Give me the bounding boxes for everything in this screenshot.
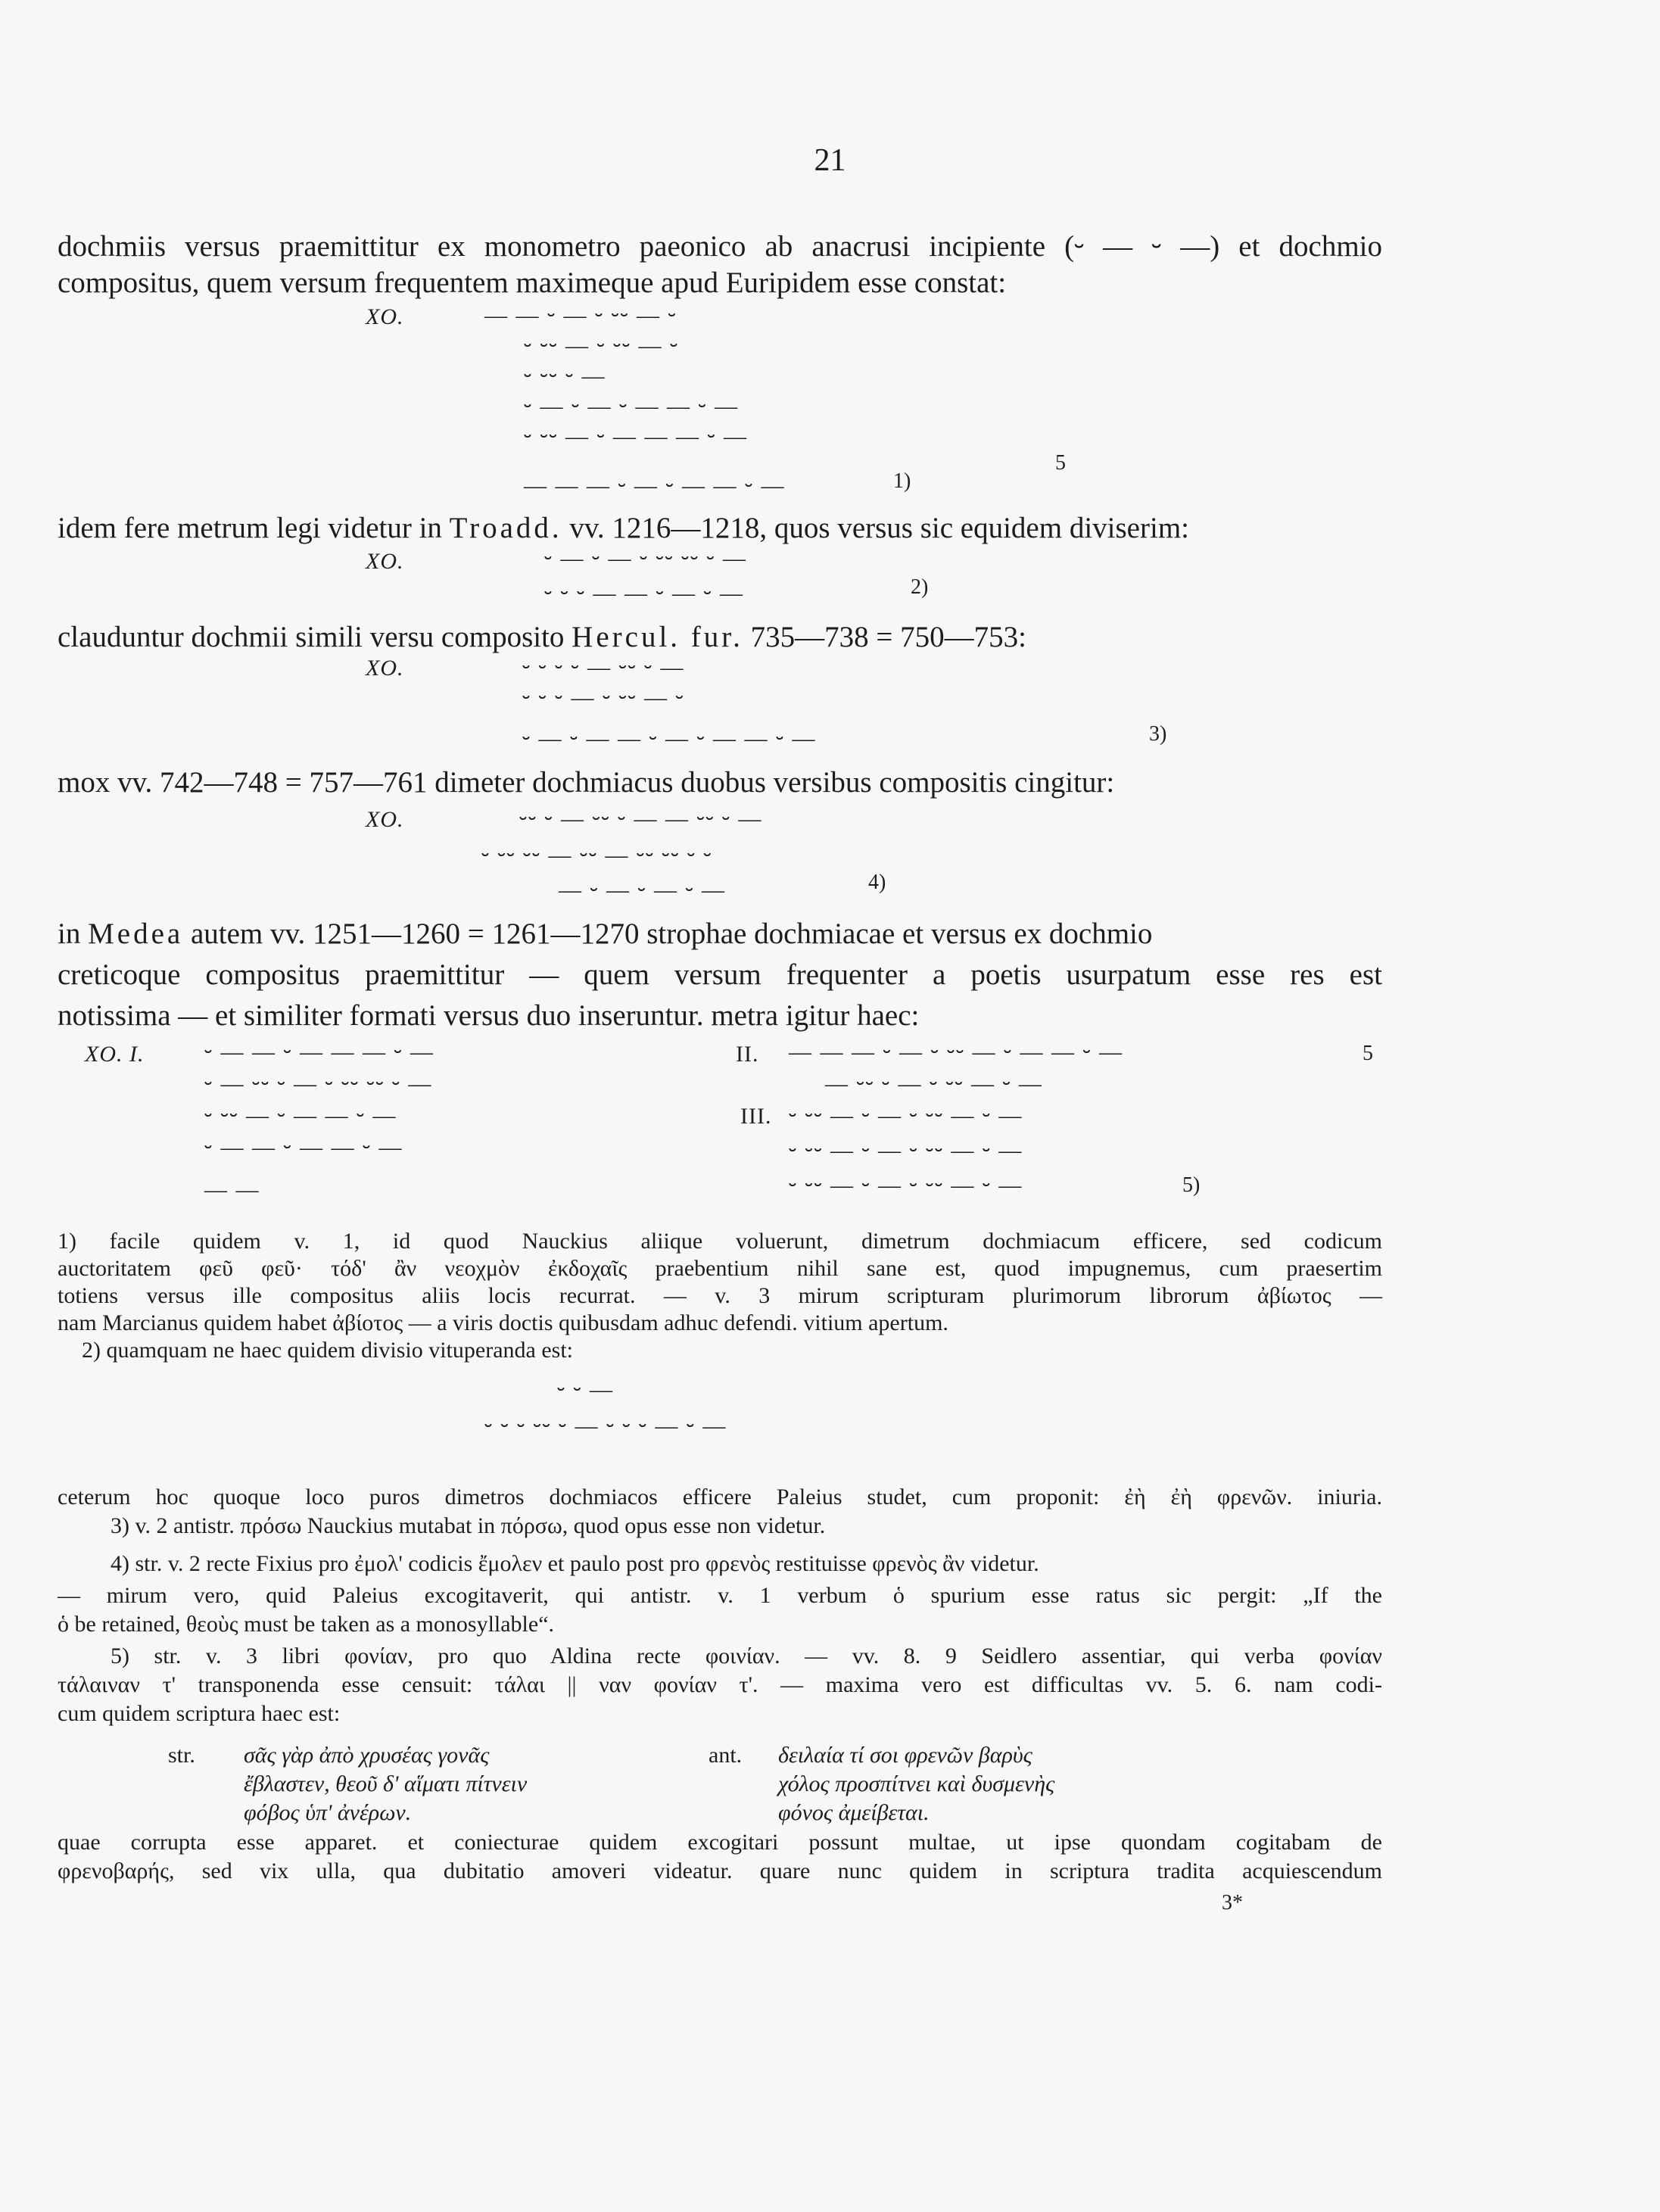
metre-line: — — ⏑ — ⏑ ⏑⏑ — ⏑: [484, 303, 677, 328]
footnote-line: 3) v. 2 antistr. πρόσω Nauckius mutabat in πόρσω, quod opus esse non videtur.: [111, 1513, 826, 1538]
metre-line: ⏑ ⏑ ⏑ — — ⏑ — ⏑ —: [544, 581, 744, 606]
work-title: Medea: [88, 918, 184, 950]
strophe-tag: str.: [168, 1743, 195, 1768]
metre-line: — —: [204, 1177, 260, 1202]
metre-line: ⏑ ⏑⏑ — ⏑ — ⏑ ⏑⏑ — ⏑ —: [789, 1173, 1023, 1198]
footnote-ref: 5): [1182, 1173, 1201, 1197]
metre-line: ⏑ — — ⏑ — — ⏑ —: [204, 1135, 403, 1160]
metre-line: ⏑ — ⏑⏑ ⏑ — ⏑ ⏑⏑ ⏑⏑ ⏑ —: [204, 1071, 433, 1096]
metre-line: ⏑ ⏑⏑ — ⏑ — — — ⏑ —: [524, 424, 748, 449]
footnote-ref: 2): [911, 575, 929, 599]
body-text: clauduntur dochmii simili versu composito: [58, 621, 572, 653]
body-text: 735—738 = 750—753:: [743, 621, 1026, 653]
antistrophe-tag: ant.: [709, 1743, 743, 1768]
greek-verse: φόβος ὑπ' ἀνέρων.: [244, 1800, 412, 1825]
line-number: 5: [1363, 1042, 1373, 1065]
metre-line: ⏑ — ⏑ — — ⏑ — ⏑ — — ⏑ —: [522, 726, 817, 751]
greek-verse: σᾶς γὰρ ἀπὸ χρυσέας γονᾶς: [244, 1743, 490, 1768]
footnote-ref: 1): [893, 469, 911, 493]
metre-line: ⏑ ⏑⏑ ⏑ —: [524, 363, 606, 388]
metre-line: ⏑ ⏑⏑ — ⏑ — ⏑ ⏑⏑ — ⏑ —: [789, 1138, 1023, 1163]
footnote-ref: 4): [868, 871, 886, 894]
metre-line: ⏑ — — ⏑ — — — ⏑ —: [204, 1039, 434, 1064]
metre-line: ⏑ ⏑ ⏑ ⏑ — ⏑⏑ ⏑ —: [522, 655, 685, 680]
body-text: in: [58, 918, 89, 950]
body-line: creticoque compositus praemittitur — quem versum frequenter a poetis usurpatum esse res est: [58, 958, 1382, 991]
footnote-line: 5) str. v. 3 libri φονίαν, pro quo Aldina recte φοινίαν. — vv. 8. 9 Seidlero assentiar, qui verba φονίαν: [111, 1643, 1382, 1668]
work-title: Hercul. fur.: [572, 621, 743, 653]
speaker-label: XO.: [366, 549, 404, 574]
metre-line: — ⏑⏑ ⏑ — ⏑ ⏑⏑ — ⏑ —: [825, 1071, 1043, 1096]
metre-line: ⏑ ⏑ ⏑ ⏑⏑ ⏑ — ⏑ ⏑ ⏑ — ⏑ —: [484, 1413, 727, 1438]
greek-verse: ἔβλαστεν, θεοῦ δ' αἵματι πίτνειν: [244, 1771, 528, 1796]
metre-line: ⏑ — ⏑ — ⏑ — — ⏑ —: [524, 394, 739, 419]
footnote-line: totiens versus ille compositus aliis locis recurrat. — v. 3 mirum scripturam plurimorum librorum ἀβίωτος —: [58, 1283, 1382, 1308]
strophe-label: II.: [736, 1042, 759, 1067]
body-text: idem fere metrum legi videtur in: [58, 512, 450, 544]
metre-line: ⏑ ⏑⏑ ⏑⏑ — ⏑⏑ — ⏑⏑ ⏑⏑ ⏑ ⏑: [481, 843, 713, 868]
greek-verse: δειλαία τί σοι φρενῶν βαρὺς: [778, 1743, 1032, 1768]
footnote-line: τάλαιναν τ' transponenda esse censuit: τάλαι || ναν φονίαν τ'. — maxima vero est difficultas vv. 5. 6. nam codi-: [58, 1672, 1382, 1697]
metre-line: ⏑ ⏑ ⏑ — ⏑ ⏑⏑ — ⏑: [522, 685, 685, 710]
metre-line: — — — ⏑ — ⏑ — — ⏑ —: [524, 473, 786, 498]
greek-verse: φόνος ἀμείβεται.: [778, 1800, 930, 1825]
metre-line: ⏑ ⏑⏑ — ⏑ — — ⏑ —: [204, 1103, 397, 1128]
body-text: autem vv. 1251—1260 = 1261—1270 strophae dochmiacae et versus ex dochmio: [183, 918, 1153, 950]
body-text: vv. 1216—1218, quos versus sic equidem diviserim:: [562, 512, 1189, 544]
footnote-line: cum quidem scriptura haec est:: [58, 1701, 341, 1726]
speaker-label: XO.: [366, 656, 404, 681]
body-line: mox vv. 742—748 = 757—761 dimeter dochmiacus duobus versibus compositis cingitur:: [58, 766, 1115, 799]
metre-line: ⏑ ⏑⏑ — ⏑ — ⏑ ⏑⏑ — ⏑ —: [789, 1103, 1023, 1128]
body-line: compositus, quem versum frequentem maximeque apud Euripidem esse constat:: [58, 266, 1007, 299]
body-line: notissima — et similiter formati versus duo inseruntur. metra igitur haec:: [58, 999, 920, 1032]
metre-line: — — — ⏑ — ⏑ ⏑⏑ — ⏑ — — ⏑ —: [789, 1039, 1123, 1064]
body-line: [58, 510, 1382, 546]
body-line: dochmiis versus praemittitur ex monometro paeonico ab anacrusi incipiente (⏑ — ⏑ —) et dochmio: [58, 230, 1382, 263]
footnote-line: φρενοβαρής, sed vix ulla, qua dubitatio amoveri videatur. quare nunc quidem in scriptura tradita acquiescendum: [58, 1858, 1382, 1883]
footnote-line: 2) quamquam ne haec quidem divisio vituperanda est:: [82, 1338, 573, 1363]
body-line: [58, 619, 1382, 655]
speaker-label: XO.: [366, 304, 404, 329]
strophe-label: III.: [740, 1104, 772, 1129]
footnote-line: 4) str. v. 2 recte Fixius pro ἐμολ' codicis ἔμολεν et paulo post pro φρενὸς restituisse φρενὸς ἂν videtur.: [111, 1551, 1039, 1576]
footnote-ref: 3): [1149, 722, 1167, 746]
footnote-line: 1) facile quidem v. 1, id quod Nauckius aliique voluerunt, dimetrum dochmiacum efficere, sed codicum: [58, 1229, 1382, 1254]
footnote-line: nam Marcianus quidem habet ἀβίοτος — a viris doctis quibusdam adhuc defendi. vitium apertum.: [58, 1310, 948, 1335]
metre-line: ⏑ ⏑⏑ — ⏑ ⏑⏑ — ⏑: [524, 333, 679, 358]
metre-line: ⏑ — ⏑ — ⏑ ⏑⏑ ⏑⏑ ⏑ —: [544, 546, 747, 571]
speaker-label: XO. I.: [85, 1042, 145, 1067]
footnote-line: ceterum hoc quoque loco puros dimetros dochmiacos efficere Paleius studet, cum proponit: ἐὴ ἐὴ φρενῶν. iniuria.: [58, 1485, 1382, 1509]
metre-line: — ⏑ — ⏑ — ⏑ —: [559, 877, 726, 902]
metre-line: ⏑ ⏑ —: [557, 1377, 614, 1402]
speaker-label: XO.: [366, 807, 404, 832]
body-line: [58, 916, 1382, 952]
greek-verse: χόλος προσπίτνει καὶ δυσμενὴς: [778, 1771, 1055, 1796]
page-number: 21: [814, 143, 846, 178]
footnote-line: — mirum vero, quid Paleius excogitaverit, qui antistr. v. 1 verbum ὁ spurium esse ratus sic pergit: „If the: [58, 1583, 1382, 1608]
signature-mark: 3*: [1222, 1891, 1243, 1914]
footnote-line: quae corrupta esse apparet. et coniecturae quidem excogitari possunt multae, ut ipse quondam cogitabam de: [58, 1830, 1382, 1855]
line-number: 5: [1055, 451, 1066, 475]
metre-line: ⏑⏑ ⏑ — ⏑⏑ ⏑ — — ⏑⏑ ⏑ —: [519, 806, 763, 831]
work-title: Troadd.: [449, 512, 562, 544]
footnote-line: auctoritatem φεῦ φεῦ· τόδ' ἂν νεοχμὸν ἐκδοχαῖς praebentium nihil sane est, quod impugnemus, cum praesertim: [58, 1256, 1382, 1281]
footnote-line: ὁ be retained, θεοὺς must be taken as a monosyllable“.: [58, 1612, 555, 1637]
